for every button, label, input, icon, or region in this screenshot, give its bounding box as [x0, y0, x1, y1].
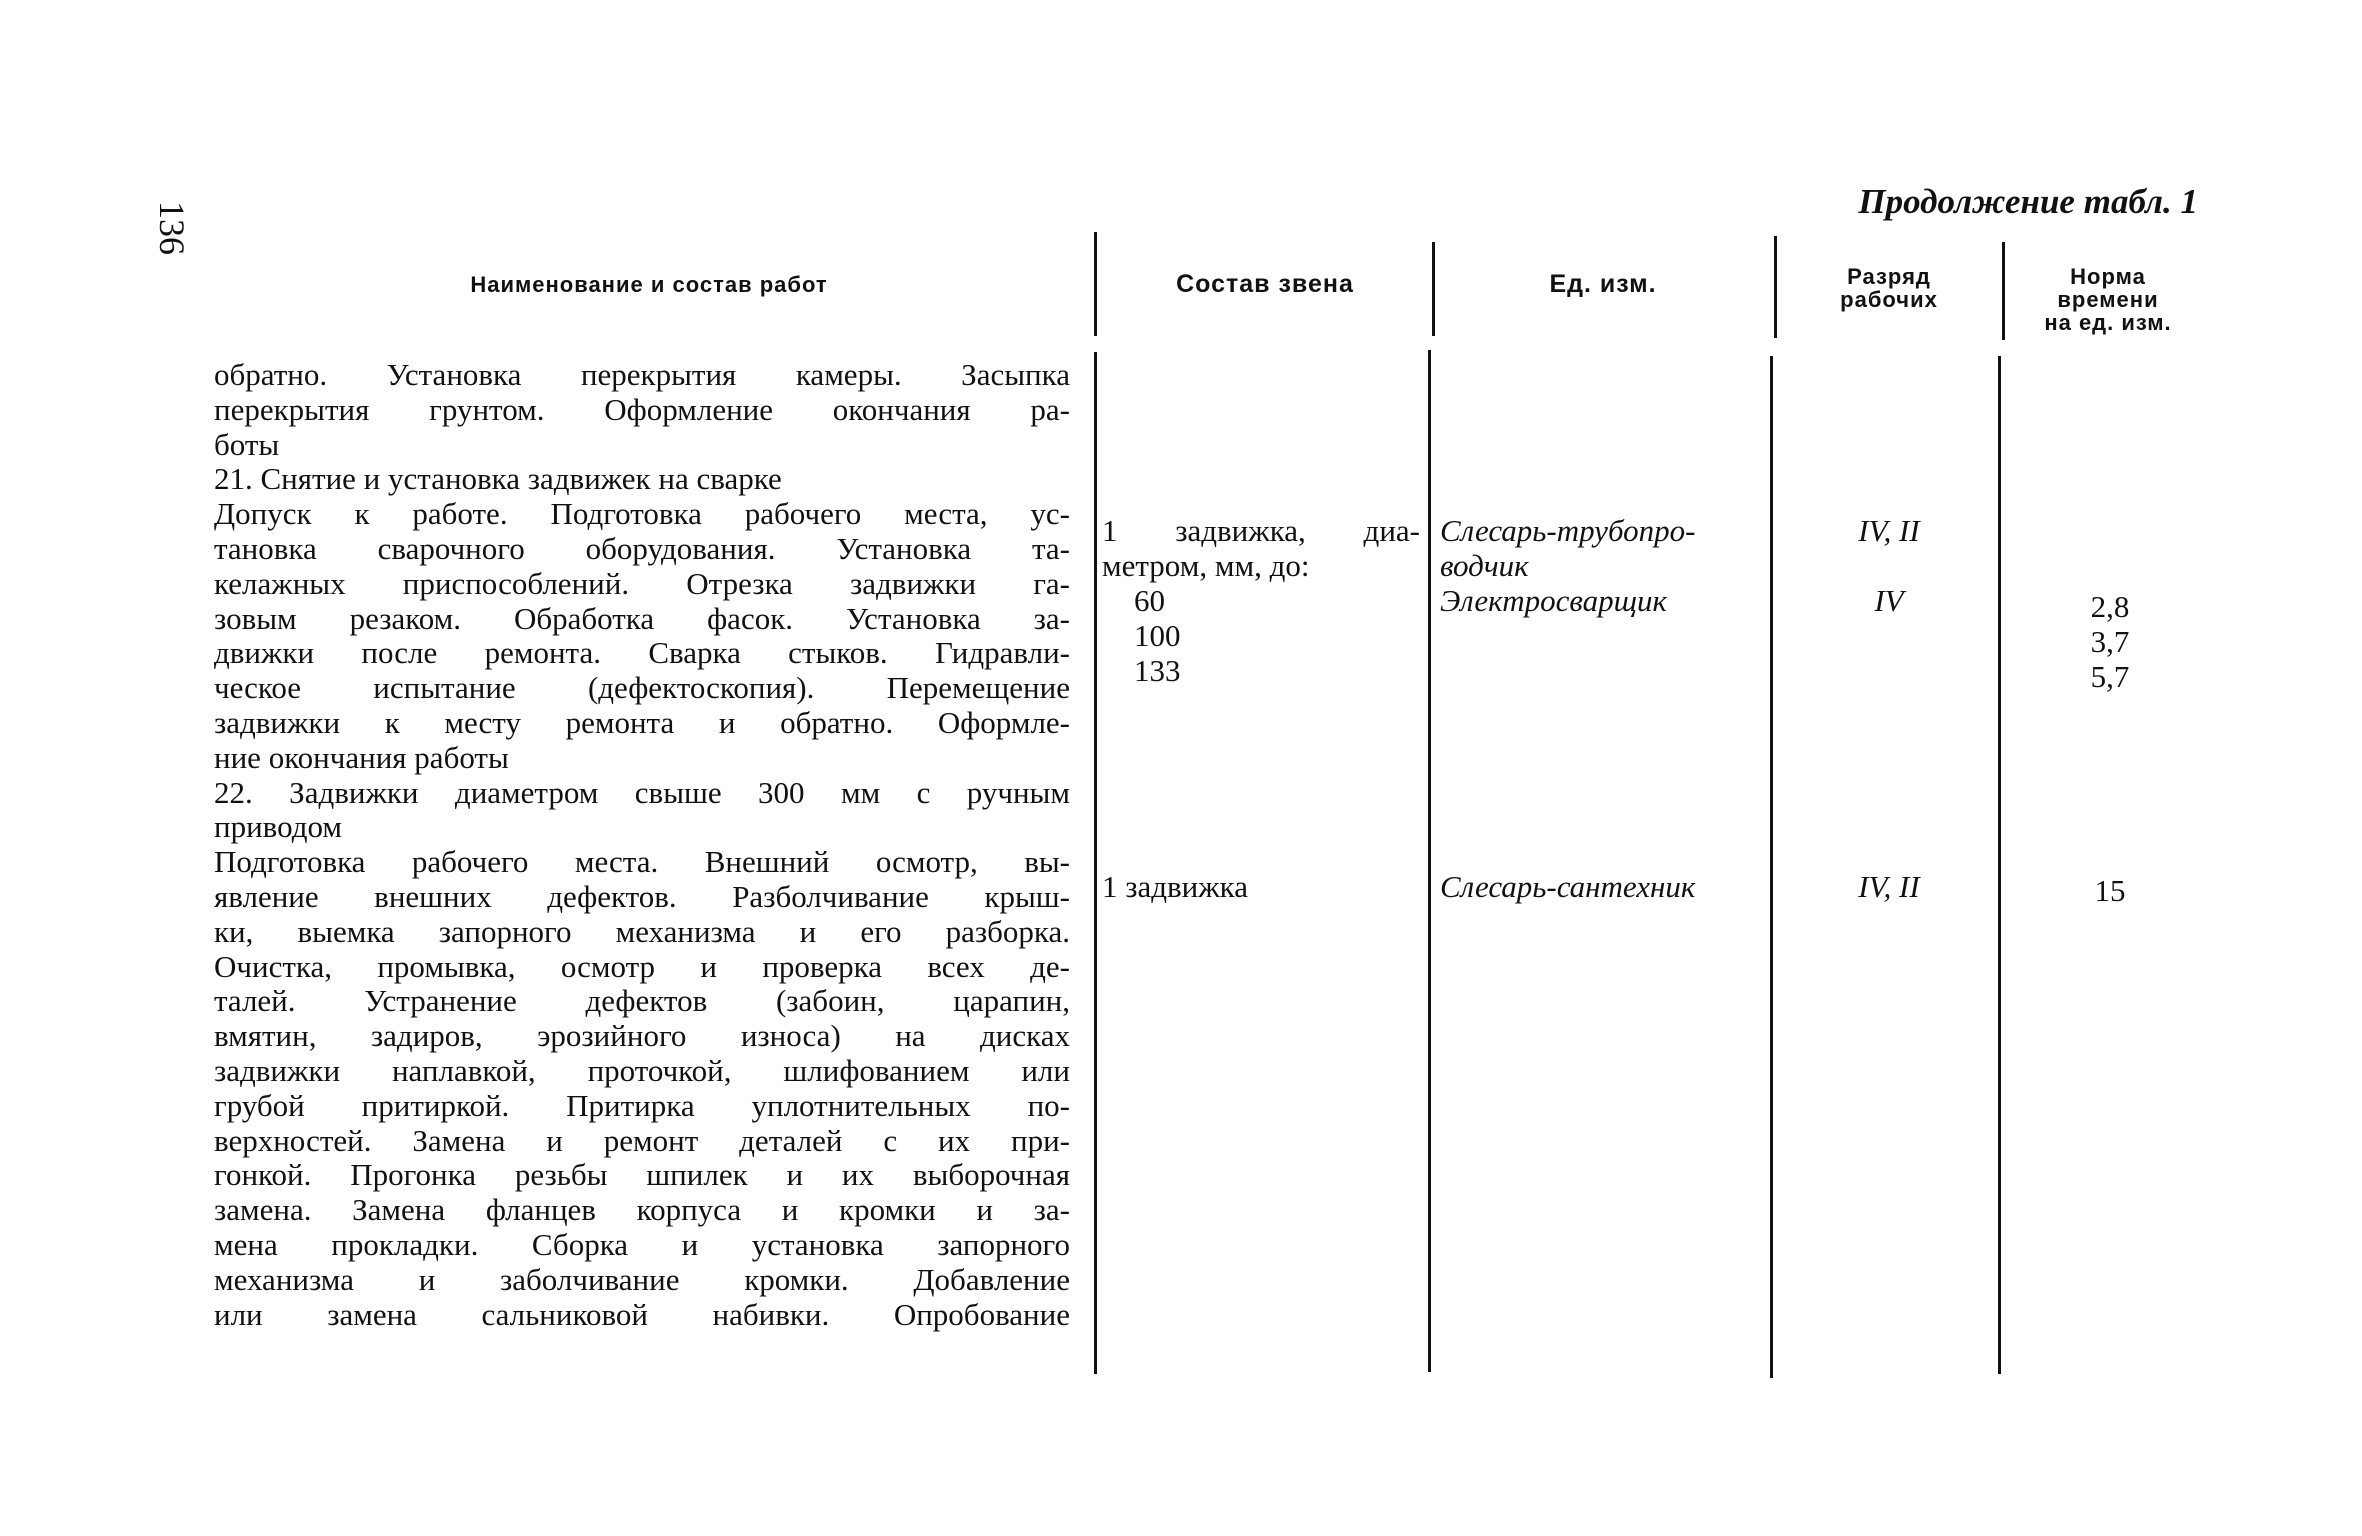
description-line: 21. Снятие и установка задвижек на сварке — [214, 461, 782, 497]
row22-norm: 15 — [2094, 873, 2126, 908]
row21-crew-line3: Электросварщик — [1440, 583, 1668, 618]
header-divider-4 — [2002, 242, 2005, 340]
description-line: мена прокладки. Сборка и установка запорного — [214, 1226, 1070, 1262]
row21-norm: 3,7 — [2090, 624, 2130, 659]
body-divider-4 — [1998, 356, 2001, 1374]
description-line: Подготовка рабочего места. Внешний осмотр, вы- — [214, 844, 1070, 880]
description-line: перекрытия грунтом. Оформление окончания ра- — [214, 391, 1070, 427]
description-line: явление внешних дефектов. Разболчивание крыш- — [214, 878, 1070, 914]
header-divider-3 — [1774, 236, 1777, 338]
row21-diameter: 100 — [1134, 618, 1181, 653]
description-line: верхностей. Замена и ремонт деталей с их при- — [214, 1122, 1070, 1158]
description-line: замена. Замена фланцев корпуса и кромки и за- — [214, 1192, 1070, 1228]
row21-unit-line1: 1 задвижка, диа- — [1102, 513, 1420, 548]
row22-grade: IV, II — [1858, 869, 1920, 904]
description-line: ки, выемка запорного механизма и его разборка. — [214, 913, 1070, 949]
description-line: Очистка, промывка, осмотр и проверка всех де- — [214, 948, 1070, 984]
description-line: тановка сварочного оборудования. Установка та- — [214, 530, 1070, 566]
row21-crew-line1: Слесарь-трубопро- — [1440, 513, 1696, 548]
row21-grade-2: IV — [1874, 583, 1904, 618]
header-crew: Состав звена — [1176, 270, 1354, 298]
row21-norm: 2,8 — [2090, 589, 2130, 624]
header-divider-2 — [1432, 242, 1435, 336]
description-line: или замена сальниковой набивки. Опробование — [214, 1296, 1070, 1332]
row22-unit: 1 задвижка — [1102, 869, 1249, 904]
header-grade: Разряд рабочих — [1840, 264, 1938, 312]
body-divider-3 — [1770, 356, 1773, 1378]
description-line: задвижки к месту ремонта и обратно. Оформле- — [214, 704, 1070, 740]
description-line: грубой притиркой. Притирка уплотнительных по- — [214, 1087, 1070, 1123]
description-line: Допуск к работе. Подготовка рабочего места, ус- — [214, 496, 1070, 532]
description-line: вмятин, задиров, эрозийного износа) на дисках — [214, 1018, 1070, 1054]
row21-diameter: 60 — [1134, 583, 1165, 618]
table-caption: Продолжение табл. 1 — [1858, 182, 2198, 221]
row22-crew: Слесарь-сантехник — [1440, 869, 1696, 904]
description-line: движки после ремонта. Сварка стыков. Гидравли- — [214, 635, 1070, 671]
description-line: ческое испытание (дефектоскопия). Перемещение — [214, 670, 1070, 706]
description-line: талей. Устранение дефектов (забоин, царапин, — [214, 983, 1070, 1019]
row21-crew-line2: водчик — [1440, 548, 1529, 583]
description-line: келажных приспособлений. Отрезка задвижки га- — [214, 565, 1070, 601]
description-line: ние окончания работы — [214, 739, 509, 775]
page-number: 136 — [152, 201, 192, 255]
description-line: 22. Задвижки диаметром свыше 300 мм с ручным — [214, 774, 1070, 810]
description-line: обратно. Установка перекрытия камеры. Засыпка — [214, 357, 1070, 392]
header-norm: Норма времени на ед. изм. — [2044, 263, 2172, 335]
description-line: гонкой. Прогонка резьбы шпилек и их выборочная — [214, 1157, 1070, 1193]
header-unit: Ед. изм. — [1549, 270, 1657, 298]
header-name: Наименование и состав работ — [470, 271, 828, 297]
description-column — [214, 358, 1070, 1332]
description-line: приводом — [214, 809, 343, 845]
row21-norm: 5,7 — [2090, 659, 2130, 694]
description-line: механизма и заболчивание кромки. Добавление — [214, 1261, 1070, 1297]
description-line: зовым резаком. Обработка фасок. Установка за- — [214, 600, 1070, 636]
description-line: задвижки наплавкой, проточкой, шлифованием или — [214, 1052, 1070, 1088]
row21-diameter: 133 — [1134, 653, 1181, 688]
row21-grade-1: IV, II — [1858, 513, 1920, 548]
description-line: боты — [214, 426, 280, 462]
body-divider-1 — [1094, 352, 1097, 1374]
header-divider-1 — [1094, 232, 1097, 336]
row21-unit-line2: метром, мм, до: — [1102, 548, 1310, 583]
body-divider-2 — [1428, 350, 1431, 1372]
